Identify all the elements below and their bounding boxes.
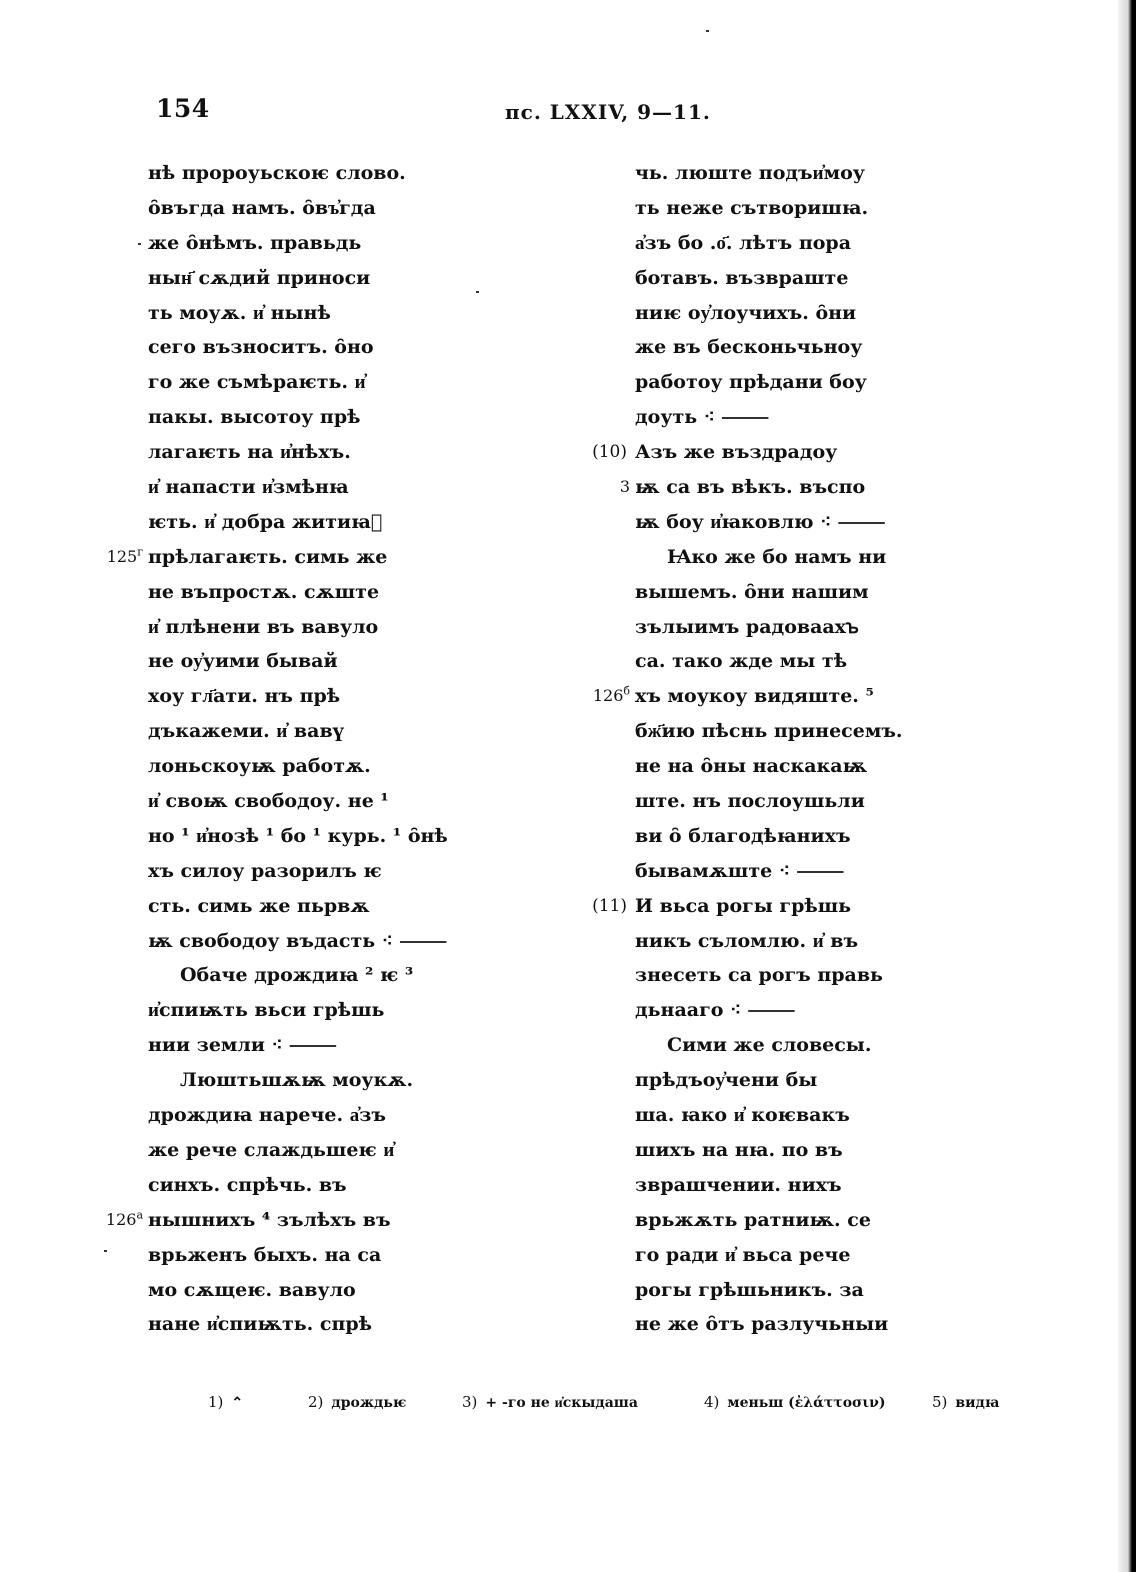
right-text-line	[592, 435, 903, 470]
footnote-3	[462, 1393, 638, 1412]
line-text: никъ съломлю. и҆ въ	[635, 929, 859, 952]
right-text-line	[635, 226, 903, 261]
left-text-line	[148, 400, 448, 435]
line-text: ште. нъ послоушьли	[635, 790, 865, 813]
left-text-line	[148, 1063, 448, 1098]
left-text-line	[148, 889, 448, 924]
left-text-line	[148, 1238, 448, 1273]
line-text: лоньскоуѭ работѫ.	[148, 755, 371, 778]
line-text: и҆ своѭ свободоу. не ¹	[148, 790, 389, 813]
line-text: Ꙗко же бо намъ ни	[667, 545, 887, 568]
line-text: нане и҆спиѭть. спрѣ	[148, 1313, 373, 1336]
left-text-line	[148, 644, 448, 679]
right-text-line	[635, 924, 903, 959]
line-text: лагаѥть на и҆нѣхъ.	[148, 441, 351, 464]
line-text: Обаче дрождиꙗ ² ѥ ³	[180, 964, 414, 987]
left-text-line	[148, 854, 448, 889]
left-text-line	[148, 330, 448, 365]
line-text: бывамѫште ⁖ ⸻	[635, 859, 844, 882]
manuscript-folio-marker	[106, 1203, 143, 1238]
line-text: нии земли ⁖ ⸻	[148, 1034, 337, 1057]
footnote-text: + -го не и҆скыдаша	[485, 1395, 638, 1411]
margin-text: 125	[106, 546, 138, 566]
line-text: зврашчении. нихъ	[635, 1173, 842, 1196]
left-text-line	[148, 1273, 448, 1308]
line-text: сть. симь же пьрвѫ	[148, 894, 370, 917]
line-text: зълыимъ радоваахꙏ	[635, 615, 859, 638]
margin-text: (10)	[592, 442, 627, 463]
line-text: прѣлагаѥть. симь же	[148, 545, 388, 568]
line-text: нѣ пророуьскоѥ слово.	[148, 162, 406, 184]
left-text-line	[148, 1307, 448, 1342]
stray-mark	[476, 291, 479, 293]
right-text-line	[635, 644, 903, 679]
line-text: ѭ боу и҆ꙗковлю ⁖ ⸻	[635, 510, 886, 533]
line-text: доуть ⁖ ⸻	[635, 406, 769, 429]
right-text-line	[635, 365, 903, 400]
left-text-line	[148, 575, 448, 610]
footnote-5	[932, 1393, 999, 1411]
right-text-line	[592, 889, 903, 924]
line-text: же рече слаждьшеѥ и҆	[148, 1138, 395, 1161]
line-text: ть моуѫ. и҆ нынѣ	[148, 301, 331, 324]
left-text-line	[148, 1098, 448, 1133]
footnote-text: меньш (ἐλάττοσιν)	[727, 1395, 886, 1411]
line-text: а҆зъ бо .о҃. лѣтъ пора	[635, 231, 852, 254]
right-text-line	[635, 156, 903, 191]
right-text-column	[592, 156, 903, 1342]
line-text: ѭ свободоу въдасть ⁖ ⸻	[148, 929, 447, 952]
right-text-line	[635, 610, 903, 645]
right-text-line	[635, 714, 903, 749]
line-text: Люштьшѫѭ моукѫ.	[180, 1069, 414, 1092]
left-text-line	[148, 958, 448, 993]
stray-mark	[706, 30, 709, 32]
line-text: не же ȏтъ разлучьныи	[635, 1313, 889, 1336]
line-text: ȏвъгда намъ. ȏвъ҆гда	[148, 196, 376, 219]
line-text: хъ силоу разорилъ ѥ	[148, 859, 382, 882]
right-text-line	[635, 575, 903, 610]
stray-mark	[104, 1250, 107, 1252]
left-text-line	[148, 296, 448, 331]
right-text-line	[635, 1238, 903, 1273]
footnote-text: дрождьѥ	[331, 1395, 407, 1411]
footnote-number: 2)	[308, 1393, 324, 1411]
line-text: хъ моукоу видяште. ⁵	[635, 685, 874, 708]
left-text-line	[148, 819, 448, 854]
left-text-line	[148, 191, 448, 226]
line-text: го ради и҆ вьса рече	[635, 1243, 851, 1266]
footnote-text: видꙗ	[955, 1395, 1000, 1411]
left-text-line	[148, 226, 448, 261]
left-text-line	[148, 784, 448, 819]
line-text: пакы. высотоу прѣ	[148, 406, 361, 429]
line-text: знесеть са рогъ правь	[635, 964, 883, 987]
right-text-line	[635, 854, 903, 889]
line-text: чь. люште подъи҆моу	[635, 162, 865, 184]
right-text-line	[635, 191, 903, 226]
line-text: синхъ. спрѣчь. въ	[148, 1173, 347, 1196]
line-text: дъкажеми. и҆ вавү	[148, 720, 344, 743]
line-text: вышемъ. ȏни нашим	[635, 580, 869, 603]
line-text: ѥть. и҆ добра житиꙗ҄	[148, 510, 383, 533]
footnote-number: 5)	[932, 1393, 948, 1411]
footnotes	[0, 1393, 1100, 1423]
left-text-line	[148, 749, 448, 784]
line-text: шихъ на нꙗ. по въ	[635, 1138, 843, 1161]
line-text: нын҃ сѫдий приноси	[148, 266, 371, 289]
line-text: И вьса рогы грѣшь	[635, 894, 852, 917]
line-text: ботавъ. възвраште	[635, 266, 849, 289]
line-text: дьнааго ⁖ ⸻	[635, 999, 796, 1022]
margin-text: 126	[105, 1209, 137, 1229]
left-text-line	[148, 435, 448, 470]
page-edge-shadow	[1118, 0, 1140, 1572]
line-text: врьжѫть ратниѭ. се	[635, 1208, 871, 1231]
margin-superscript: а	[136, 1208, 143, 1222]
line-text: прѣдъоу҆чени бы	[635, 1069, 818, 1092]
line-text: Азъ же въздрадоу	[635, 441, 838, 464]
line-text: не въпростѫ. сѫште	[148, 580, 380, 603]
page-number: 154	[156, 94, 210, 123]
line-text: го же съмѣраѥть. и҆	[148, 371, 366, 394]
line-text: ѭ са въ вѣкъ. въспо	[635, 476, 866, 499]
right-text-line	[635, 540, 903, 575]
verse-number	[592, 435, 627, 470]
manuscript-folio-marker	[620, 470, 630, 505]
line-text: хоу гл҃ати. нъ прѣ	[148, 685, 341, 708]
left-text-line	[106, 540, 448, 575]
right-text-line	[592, 679, 903, 714]
footnote-number: 4)	[704, 1393, 720, 1411]
right-text-line	[635, 296, 903, 331]
right-text-line	[635, 1168, 903, 1203]
left-text-line	[148, 470, 448, 505]
left-text-line	[148, 156, 448, 191]
left-text-line	[148, 924, 448, 959]
left-text-line	[105, 1203, 448, 1238]
left-text-line	[148, 1028, 448, 1063]
margin-superscript: б	[623, 685, 630, 699]
right-text-line	[635, 1273, 903, 1308]
line-text: работоу прѣдани боу	[635, 371, 867, 394]
left-text-line	[148, 261, 448, 296]
line-text: рогы грѣшьникъ. за	[635, 1278, 864, 1301]
right-text-line	[635, 1203, 903, 1238]
line-text: са. тако жде мы тѣ	[635, 650, 848, 673]
line-text: врьженъ быхъ. на са	[148, 1243, 382, 1266]
right-text-line	[619, 470, 903, 505]
manuscript-folio-marker	[107, 540, 143, 575]
right-text-line	[635, 400, 903, 435]
left-text-line	[148, 1133, 448, 1168]
line-text: ви ȏ благодѣꙗнихъ	[635, 824, 851, 847]
right-text-line	[635, 958, 903, 993]
line-text: не оу҆уими бывай	[148, 650, 338, 673]
line-text: сего възноситъ. ȏно	[148, 336, 374, 359]
footnote-1	[208, 1393, 243, 1411]
right-text-line	[635, 505, 903, 540]
left-text-line	[148, 365, 448, 400]
footnote-2	[308, 1393, 406, 1411]
right-text-line	[635, 993, 903, 1028]
line-text: не на ȏны наскакаѭ	[635, 755, 868, 778]
left-text-line	[148, 993, 448, 1028]
margin-text: 126	[592, 686, 624, 706]
left-text-line	[148, 505, 448, 540]
footnote-number: 1)	[208, 1393, 224, 1411]
footnote-number: 3)	[462, 1393, 478, 1411]
line-text: и҆ напасти и҆змѣнꙗ	[148, 476, 349, 499]
left-text-line	[148, 679, 448, 714]
right-text-line	[635, 1133, 903, 1168]
right-text-line	[635, 330, 903, 365]
line-text: же ȏнѣмъ. правьдь	[148, 231, 362, 254]
line-text: и҆спиѭть вьси грѣшь	[148, 999, 385, 1022]
right-text-line	[635, 784, 903, 819]
footnote-4	[704, 1393, 885, 1411]
footnote-text: ⌃	[231, 1395, 244, 1411]
right-text-line	[635, 1098, 903, 1133]
line-text: же въ бесконьчьноу	[635, 336, 863, 359]
stray-mark	[138, 243, 141, 245]
line-text: нышнихъ ⁴ зълѣхъ въ	[148, 1208, 391, 1231]
right-text-line	[635, 1307, 903, 1342]
line-text: ть неже сътворишꙗ.	[635, 196, 869, 219]
left-text-line	[148, 610, 448, 645]
line-text: и҆ плѣнени въ вавуло	[148, 615, 379, 638]
line-text: дрождиꙗ нарече. а҆зъ	[148, 1104, 386, 1127]
right-text-line	[635, 261, 903, 296]
right-text-line	[635, 819, 903, 854]
verse-number	[592, 889, 627, 924]
left-text-column	[105, 156, 448, 1342]
line-text: ниѥ оу҆лоучихъ. ȏни	[635, 301, 857, 324]
right-text-line	[635, 749, 903, 784]
right-text-line	[635, 1028, 903, 1063]
right-text-line	[635, 1063, 903, 1098]
margin-text: 3	[619, 477, 630, 497]
line-text: мо сѫщеѥ. вавуло	[148, 1278, 356, 1301]
left-text-line	[148, 714, 448, 749]
line-text: ша. ꙗко и҆ коѥвакъ	[635, 1104, 850, 1127]
line-text: Сими же словесы.	[667, 1034, 872, 1057]
margin-superscript: г	[137, 545, 143, 559]
line-text: бж҃ию пѣснь принесемъ.	[635, 720, 903, 743]
line-text: но ¹ и҆нозѣ ¹ бо ¹ курь. ¹ ȏнѣ	[148, 824, 448, 847]
margin-text: (11)	[592, 895, 627, 916]
left-text-line	[148, 1168, 448, 1203]
manuscript-folio-marker	[593, 679, 630, 714]
running-title: пс. LXXIV, 9—11.	[505, 100, 711, 124]
